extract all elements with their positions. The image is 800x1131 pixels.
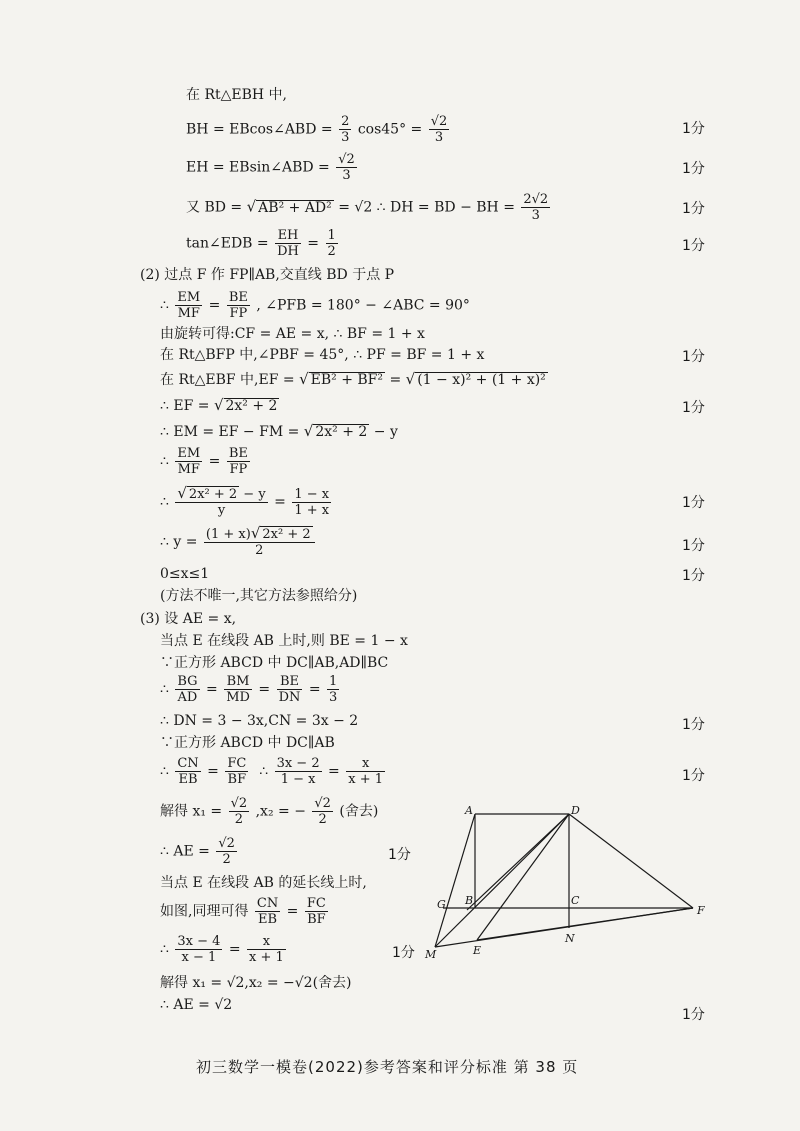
text-line: 解得 x₁ = √2,x₂ = −√2(舍去) (160, 975, 352, 991)
text-line: ∵正方形 ABCD 中 DC∥AB,AD∥BC (160, 655, 389, 671)
text-line: ∵正方形 ABCD 中 DC∥AB (160, 735, 335, 751)
text-line: 在 Rt△BFP 中,∠PBF = 45°, ∴ PF = BF = 1 + x (160, 347, 485, 363)
equation-y: ∴ y = $\frac{\text{(1 + x)√ 2x² + 2}}{2}$ (160, 526, 317, 558)
text-line: ∴ DN = 3 − 3x,CN = 3x − 2 (160, 713, 359, 729)
segment-df (569, 814, 693, 908)
point-label-d: D (571, 804, 580, 817)
score-mark: 1分 (388, 847, 411, 863)
equation-ef-result: ∴ EF = √ 2x² + 2 (160, 396, 278, 414)
fraction: $\frac{CN}{EB}$ (256, 896, 279, 927)
equation-substitute: ∴ $\frac{\text{√ 2x² + 2 − y}}{y}$ = $\frac{1 - x}{1 + x}$ (160, 484, 330, 518)
note-line: (方法不唯一,其它方法参照给分) (160, 588, 358, 604)
text-line: 当点 E 在线段 AB 上时,则 BE = 1 − x (160, 633, 408, 649)
fraction: $\frac{BE}{FP}$ (228, 446, 248, 477)
fraction: $\frac{BE}{DN}$ (278, 674, 301, 705)
text-line: 由旋转可得:CF = AE = x, ∴ BF = 1 + x (160, 326, 425, 342)
equation-ratio-repeat: ∴ $\frac{EM}{MF}$ = $\frac{BE}{FP}$ (160, 446, 248, 477)
fraction: $\frac{√2}{3}$ (338, 152, 355, 183)
text-line: 在 Rt△EBH 中, (186, 87, 288, 103)
equation-em: ∴ EM = EF − FM = √ 2x² + 2 − y (160, 422, 398, 440)
score-mark: 1分 (682, 717, 705, 733)
equation-ef: 在 Rt△EBF 中,EF = √ EB² + BF² = √ (1 − x)² + (1 + x)² (160, 370, 546, 388)
fraction: $\frac{x}{x + 1}$ (348, 756, 383, 787)
fraction: $\frac{FC}{BF}$ (306, 896, 326, 927)
equation-cn: ∴ $\frac{CN}{EB}$ = $\frac{FC}{BF}$ ∴ $\frac{3x - 2}{1 - x}$ = $\frac{x}{x + 1}$ (160, 756, 383, 787)
fraction: $\frac{√2}{2}$ (218, 836, 235, 867)
equation-eh: EH = EBsin∠ABD = $\frac{√2}{3}$ (186, 152, 355, 183)
equation-similar: ∴ $\frac{BG}{AD}$ = $\frac{BM}{MD}$ = $\frac{BE}{DN}$ = $\frac{1}{3}$ (160, 674, 338, 705)
fraction: $\frac{√2}{2}$ (230, 796, 248, 827)
equation-ratio: ∴ $\frac{EM}{MF}$ = $\frac{BE}{FP}$ , ∠PFB = 180° − ∠ABC = 90° (160, 290, 470, 321)
fraction: $\frac{3x - 4}{x - 1}$ (177, 934, 221, 965)
score-mark: 1分 (682, 400, 705, 416)
point-label-n: N (565, 932, 575, 945)
point-label-m: M (425, 948, 437, 961)
fraction: $\frac{1}{2}$ (327, 228, 336, 259)
fraction: $\frac{EM}{MF}$ (177, 446, 201, 477)
fraction: $\frac{1 - x}{1 + x}$ (294, 486, 330, 518)
fraction: $\frac{1}{3}$ (329, 674, 338, 705)
geometry-figure (415, 800, 715, 970)
part-2-heading: (2) 过点 F 作 FP∥AB,交直线 BD 于点 P (140, 267, 395, 283)
fraction: $\frac{EH}{DH}$ (277, 228, 299, 259)
score-mark: 1分 (682, 495, 705, 511)
fraction: $\frac{CN}{EB}$ (177, 756, 199, 787)
point-label-b: B (465, 894, 474, 907)
segment-ef (477, 908, 693, 940)
equation-ae: ∴ AE = $\frac{√2}{2}$ (160, 836, 235, 867)
fraction: $\frac{EM}{MF}$ (177, 290, 201, 321)
fraction: $\frac{FC}{BF}$ (227, 756, 247, 787)
text-line: 当点 E 在线段 AB 的延长线上时, (160, 875, 367, 891)
page-footer: 初三数学一模卷(2022)参考答案和评分标准 第 38 页 (196, 1058, 579, 1076)
equation-cn-ext: 如图,同理可得 $\frac{CN}{EB}$ = $\frac{FC}{BF}$ (160, 896, 326, 927)
fraction: $\frac{3x - 2}{1 - x}$ (276, 756, 320, 787)
fraction: $\frac{x}{x + 1}$ (249, 934, 284, 965)
segment-de (477, 814, 569, 940)
score-mark: 1分 (682, 121, 705, 137)
equation-substitute-ext: ∴ $\frac{3x - 4}{x - 1}$ = $\frac{x}{x + 1}$ (160, 934, 284, 965)
score-mark: 1分 (682, 1007, 705, 1023)
fraction: $\frac{√2}{3}$ (430, 114, 448, 145)
fraction: $\frac{√2}{2}$ (314, 796, 331, 827)
score-mark: 1分 (682, 768, 705, 784)
point-label-g: G (437, 898, 446, 911)
score-mark: 1分 (682, 161, 705, 177)
score-mark: 1分 (682, 201, 705, 217)
point-label-f: F (697, 904, 705, 917)
score-mark: 1分 (682, 568, 705, 584)
domain-line: 0≤x≤1 (160, 566, 210, 582)
point-label-c: C (571, 894, 580, 907)
fraction: $\frac{BM}{MD}$ (226, 674, 250, 705)
fraction: $\frac{BE}{FP}$ (228, 290, 248, 321)
equation-bh: BH = EBcos∠ABD = $\frac{2}{3}$ cos45° = $\frac{√2}{3}$ (186, 114, 448, 145)
fraction: $\frac{2}{3}$ (341, 114, 350, 145)
equation-solve: 解得 x₁ = $\frac{√2}{2}$ ,x₂ = − $\frac{√2}{2}$ (舍去) (160, 796, 379, 827)
fraction: $\frac{2√2}{3}$ (523, 192, 549, 223)
equation-dh: 又 BD = √ AB² + AD² = √2 ∴ DH = BD − BH = $\frac{2√2}{3}$ (186, 192, 549, 223)
point-label-a: A (465, 804, 473, 817)
equation-tan: tan∠EDB = $\frac{EH}{DH}$ = $\frac{1}{2}$ (186, 228, 336, 259)
score-mark: 1分 (682, 238, 705, 254)
score-mark: 1分 (682, 349, 705, 365)
segment-db (467, 814, 569, 910)
fraction: $\frac{\text{√ 2x² + 2 − y}}{y}$ (177, 484, 266, 518)
fraction: $\frac{\text{(1 + x)√ 2x² + 2}}{2}$ (204, 526, 315, 558)
score-mark: 1分 (682, 538, 705, 554)
score-mark: 1分 (392, 945, 415, 961)
part-3-heading: (3) 设 AE = x, (140, 611, 237, 627)
fraction: $\frac{BG}{AD}$ (177, 674, 198, 705)
text-line: ∴ AE = √2 (160, 997, 233, 1013)
point-label-e: E (473, 944, 482, 957)
